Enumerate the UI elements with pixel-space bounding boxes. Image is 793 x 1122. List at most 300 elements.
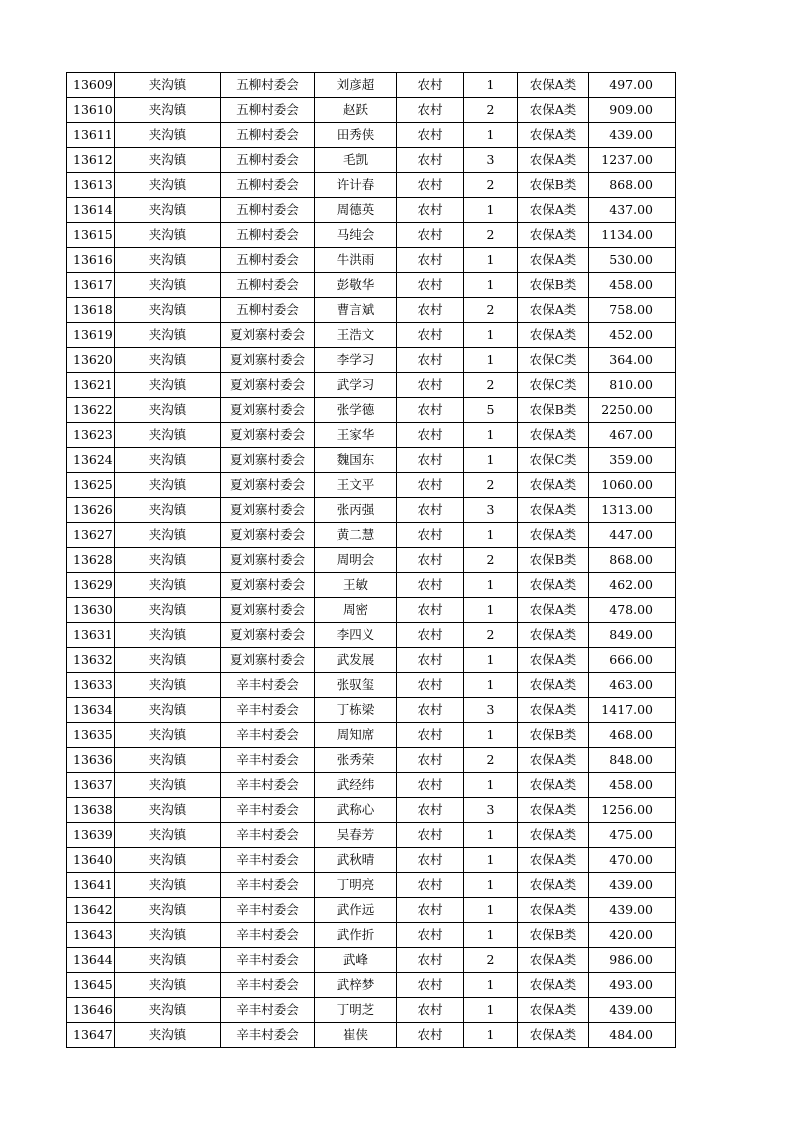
insurance-category-cell: 农保B类	[518, 173, 589, 198]
person-name-cell: 武经纬	[315, 773, 397, 798]
family-size-cell: 1	[464, 723, 518, 748]
town-cell: 夹沟镇	[115, 748, 221, 773]
village-committee-cell: 五柳村委会	[221, 98, 315, 123]
record-id-cell: 13640	[67, 848, 115, 873]
insurance-category-cell: 农保A类	[518, 123, 589, 148]
village-committee-cell: 辛丰村委会	[221, 973, 315, 998]
family-size-cell: 3	[464, 498, 518, 523]
table-row	[67, 773, 676, 798]
record-id-cell: 13642	[67, 898, 115, 923]
insurance-category-cell: 农保A类	[518, 973, 589, 998]
table-row	[67, 298, 676, 323]
household-type-cell: 农村	[397, 498, 464, 523]
table-row	[67, 73, 676, 98]
person-name-cell: 魏国东	[315, 448, 397, 473]
record-id-cell: 13612	[67, 148, 115, 173]
family-size-cell: 3	[464, 698, 518, 723]
table-row	[67, 448, 676, 473]
family-size-cell: 1	[464, 898, 518, 923]
record-id-cell: 13621	[67, 373, 115, 398]
person-name-cell: 王文平	[315, 473, 397, 498]
village-committee-cell: 夏刘寨村委会	[221, 398, 315, 423]
record-id-cell: 13622	[67, 398, 115, 423]
record-id-cell: 13630	[67, 598, 115, 623]
amount-cell: 1313.00	[589, 498, 676, 523]
amount-cell: 1256.00	[589, 798, 676, 823]
household-type-cell: 农村	[397, 898, 464, 923]
amount-cell: 458.00	[589, 773, 676, 798]
town-cell: 夹沟镇	[115, 323, 221, 348]
person-name-cell: 王敏	[315, 573, 397, 598]
person-name-cell: 张丙强	[315, 498, 397, 523]
town-cell: 夹沟镇	[115, 298, 221, 323]
amount-cell: 849.00	[589, 623, 676, 648]
table-row	[67, 398, 676, 423]
insurance-category-cell: 农保A类	[518, 848, 589, 873]
family-size-cell: 3	[464, 148, 518, 173]
insurance-category-cell: 农保A类	[518, 573, 589, 598]
village-committee-cell: 夏刘寨村委会	[221, 523, 315, 548]
household-type-cell: 农村	[397, 173, 464, 198]
person-name-cell: 丁明亮	[315, 873, 397, 898]
household-type-cell: 农村	[397, 323, 464, 348]
family-size-cell: 1	[464, 573, 518, 598]
household-type-cell: 农村	[397, 798, 464, 823]
record-id-cell: 13627	[67, 523, 115, 548]
village-committee-cell: 夏刘寨村委会	[221, 473, 315, 498]
amount-cell: 1417.00	[589, 698, 676, 723]
record-id-cell: 13641	[67, 873, 115, 898]
record-id-cell: 13633	[67, 673, 115, 698]
table-row	[67, 98, 676, 123]
amount-cell: 468.00	[589, 723, 676, 748]
household-type-cell: 农村	[397, 748, 464, 773]
insurance-category-cell: 农保A类	[518, 298, 589, 323]
village-committee-cell: 辛丰村委会	[221, 823, 315, 848]
village-committee-cell: 辛丰村委会	[221, 1023, 315, 1048]
amount-cell: 458.00	[589, 273, 676, 298]
amount-cell: 359.00	[589, 448, 676, 473]
amount-cell: 439.00	[589, 998, 676, 1023]
town-cell: 夹沟镇	[115, 998, 221, 1023]
amount-cell: 666.00	[589, 648, 676, 673]
person-name-cell: 彭敬华	[315, 273, 397, 298]
town-cell: 夹沟镇	[115, 973, 221, 998]
table-row	[67, 723, 676, 748]
village-committee-cell: 夏刘寨村委会	[221, 448, 315, 473]
amount-cell: 758.00	[589, 298, 676, 323]
insurance-category-cell: 农保B类	[518, 398, 589, 423]
household-type-cell: 农村	[397, 98, 464, 123]
amount-cell: 1134.00	[589, 223, 676, 248]
person-name-cell: 周密	[315, 598, 397, 623]
table-row	[67, 423, 676, 448]
town-cell: 夹沟镇	[115, 873, 221, 898]
family-size-cell: 2	[464, 548, 518, 573]
village-committee-cell: 夏刘寨村委会	[221, 598, 315, 623]
record-id-cell: 13635	[67, 723, 115, 748]
person-name-cell: 牛洪雨	[315, 248, 397, 273]
person-name-cell: 崔侠	[315, 1023, 397, 1048]
family-size-cell: 1	[464, 248, 518, 273]
village-committee-cell: 夏刘寨村委会	[221, 623, 315, 648]
village-committee-cell: 辛丰村委会	[221, 898, 315, 923]
amount-cell: 467.00	[589, 423, 676, 448]
record-id-cell: 13620	[67, 348, 115, 373]
insurance-category-cell: 农保B类	[518, 548, 589, 573]
record-id-cell: 13647	[67, 1023, 115, 1048]
amount-cell: 2250.00	[589, 398, 676, 423]
record-id-cell: 13613	[67, 173, 115, 198]
record-id-cell: 13632	[67, 648, 115, 673]
household-type-cell: 农村	[397, 248, 464, 273]
person-name-cell: 黄二慧	[315, 523, 397, 548]
person-name-cell: 赵跃	[315, 98, 397, 123]
household-type-cell: 农村	[397, 423, 464, 448]
household-type-cell: 农村	[397, 123, 464, 148]
table-row	[67, 898, 676, 923]
table-row	[67, 198, 676, 223]
person-name-cell: 武作远	[315, 898, 397, 923]
person-name-cell: 武峰	[315, 948, 397, 973]
person-name-cell: 王家华	[315, 423, 397, 448]
amount-cell: 868.00	[589, 548, 676, 573]
household-type-cell: 农村	[397, 648, 464, 673]
insurance-category-cell: 农保A类	[518, 1023, 589, 1048]
family-size-cell: 2	[464, 473, 518, 498]
record-id-cell: 13625	[67, 473, 115, 498]
town-cell: 夹沟镇	[115, 198, 221, 223]
table-row	[67, 173, 676, 198]
person-name-cell: 周知席	[315, 723, 397, 748]
village-committee-cell: 辛丰村委会	[221, 848, 315, 873]
table-row	[67, 348, 676, 373]
village-committee-cell: 辛丰村委会	[221, 923, 315, 948]
record-id-cell: 13624	[67, 448, 115, 473]
village-committee-cell: 辛丰村委会	[221, 698, 315, 723]
family-size-cell: 2	[464, 298, 518, 323]
village-committee-cell: 五柳村委会	[221, 248, 315, 273]
family-size-cell: 1	[464, 873, 518, 898]
person-name-cell: 武称心	[315, 798, 397, 823]
table-row	[67, 648, 676, 673]
household-type-cell: 农村	[397, 923, 464, 948]
village-committee-cell: 辛丰村委会	[221, 798, 315, 823]
table-row	[67, 973, 676, 998]
family-size-cell: 1	[464, 598, 518, 623]
roster-body	[67, 73, 676, 1048]
record-id-cell: 13629	[67, 573, 115, 598]
table-row	[67, 223, 676, 248]
family-size-cell: 5	[464, 398, 518, 423]
family-size-cell: 1	[464, 423, 518, 448]
household-type-cell: 农村	[397, 373, 464, 398]
town-cell: 夹沟镇	[115, 948, 221, 973]
family-size-cell: 1	[464, 973, 518, 998]
table-row	[67, 873, 676, 898]
person-name-cell: 张学德	[315, 398, 397, 423]
person-name-cell: 王浩文	[315, 323, 397, 348]
family-size-cell: 1	[464, 273, 518, 298]
table-row	[67, 948, 676, 973]
town-cell: 夹沟镇	[115, 1023, 221, 1048]
record-id-cell: 13645	[67, 973, 115, 998]
town-cell: 夹沟镇	[115, 148, 221, 173]
amount-cell: 439.00	[589, 898, 676, 923]
record-id-cell: 13631	[67, 623, 115, 648]
insurance-category-cell: 农保A类	[518, 323, 589, 348]
table-row	[67, 548, 676, 573]
household-type-cell: 农村	[397, 73, 464, 98]
household-type-cell: 农村	[397, 1023, 464, 1048]
household-type-cell: 农村	[397, 273, 464, 298]
record-id-cell: 13644	[67, 948, 115, 973]
insurance-category-cell: 农保A类	[518, 948, 589, 973]
table-row	[67, 148, 676, 173]
family-size-cell: 2	[464, 748, 518, 773]
household-type-cell: 农村	[397, 598, 464, 623]
village-committee-cell: 辛丰村委会	[221, 773, 315, 798]
table-row	[67, 798, 676, 823]
insurance-category-cell: 农保A类	[518, 748, 589, 773]
town-cell: 夹沟镇	[115, 123, 221, 148]
person-name-cell: 曹言斌	[315, 298, 397, 323]
amount-cell: 478.00	[589, 598, 676, 623]
family-size-cell: 2	[464, 623, 518, 648]
table-row	[67, 473, 676, 498]
person-name-cell: 丁栋梁	[315, 698, 397, 723]
amount-cell: 475.00	[589, 823, 676, 848]
town-cell: 夹沟镇	[115, 373, 221, 398]
town-cell: 夹沟镇	[115, 698, 221, 723]
record-id-cell: 13615	[67, 223, 115, 248]
insurance-category-cell: 农保A类	[518, 598, 589, 623]
town-cell: 夹沟镇	[115, 73, 221, 98]
person-name-cell: 丁明芝	[315, 998, 397, 1023]
village-committee-cell: 夏刘寨村委会	[221, 573, 315, 598]
insurance-category-cell: 农保A类	[518, 148, 589, 173]
family-size-cell: 1	[464, 348, 518, 373]
family-size-cell: 1	[464, 923, 518, 948]
insurance-category-cell: 农保A类	[518, 73, 589, 98]
household-type-cell: 农村	[397, 448, 464, 473]
household-type-cell: 农村	[397, 948, 464, 973]
record-id-cell: 13628	[67, 548, 115, 573]
amount-cell: 986.00	[589, 948, 676, 973]
village-committee-cell: 辛丰村委会	[221, 748, 315, 773]
town-cell: 夹沟镇	[115, 798, 221, 823]
insurance-category-cell: 农保A类	[518, 998, 589, 1023]
insurance-category-cell: 农保B类	[518, 273, 589, 298]
insurance-category-cell: 农保A类	[518, 823, 589, 848]
household-type-cell: 农村	[397, 998, 464, 1023]
village-committee-cell: 五柳村委会	[221, 273, 315, 298]
household-type-cell: 农村	[397, 823, 464, 848]
household-type-cell: 农村	[397, 873, 464, 898]
record-id-cell: 13637	[67, 773, 115, 798]
table-row	[67, 698, 676, 723]
amount-cell: 462.00	[589, 573, 676, 598]
person-name-cell: 李学习	[315, 348, 397, 373]
town-cell: 夹沟镇	[115, 448, 221, 473]
record-id-cell: 13609	[67, 73, 115, 98]
amount-cell: 452.00	[589, 323, 676, 348]
person-name-cell: 周明会	[315, 548, 397, 573]
insurance-category-cell: 农保C类	[518, 448, 589, 473]
insurance-category-cell: 农保A类	[518, 523, 589, 548]
household-type-cell: 农村	[397, 698, 464, 723]
town-cell: 夹沟镇	[115, 548, 221, 573]
village-committee-cell: 辛丰村委会	[221, 723, 315, 748]
family-size-cell: 3	[464, 798, 518, 823]
town-cell: 夹沟镇	[115, 273, 221, 298]
table-row	[67, 1023, 676, 1048]
family-size-cell: 2	[464, 948, 518, 973]
amount-cell: 437.00	[589, 198, 676, 223]
family-size-cell: 2	[464, 373, 518, 398]
household-type-cell: 农村	[397, 773, 464, 798]
insurance-category-cell: 农保A类	[518, 623, 589, 648]
amount-cell: 447.00	[589, 523, 676, 548]
table-row	[67, 998, 676, 1023]
household-type-cell: 农村	[397, 673, 464, 698]
family-size-cell: 1	[464, 1023, 518, 1048]
table-row	[67, 623, 676, 648]
amount-cell: 439.00	[589, 123, 676, 148]
amount-cell: 497.00	[589, 73, 676, 98]
amount-cell: 420.00	[589, 923, 676, 948]
amount-cell: 364.00	[589, 348, 676, 373]
table-row	[67, 273, 676, 298]
amount-cell: 868.00	[589, 173, 676, 198]
village-committee-cell: 夏刘寨村委会	[221, 423, 315, 448]
town-cell: 夹沟镇	[115, 848, 221, 873]
record-id-cell: 13646	[67, 998, 115, 1023]
insurance-category-cell: 农保A类	[518, 198, 589, 223]
amount-cell: 848.00	[589, 748, 676, 773]
town-cell: 夹沟镇	[115, 248, 221, 273]
town-cell: 夹沟镇	[115, 723, 221, 748]
record-id-cell: 13610	[67, 98, 115, 123]
village-committee-cell: 五柳村委会	[221, 173, 315, 198]
family-size-cell: 1	[464, 773, 518, 798]
town-cell: 夹沟镇	[115, 923, 221, 948]
town-cell: 夹沟镇	[115, 398, 221, 423]
town-cell: 夹沟镇	[115, 598, 221, 623]
town-cell: 夹沟镇	[115, 423, 221, 448]
amount-cell: 530.00	[589, 248, 676, 273]
record-id-cell: 13618	[67, 298, 115, 323]
table-row	[67, 673, 676, 698]
table-row	[67, 523, 676, 548]
family-size-cell: 1	[464, 73, 518, 98]
record-id-cell: 13619	[67, 323, 115, 348]
village-committee-cell: 夏刘寨村委会	[221, 323, 315, 348]
record-id-cell: 13623	[67, 423, 115, 448]
insurance-category-cell: 农保A类	[518, 98, 589, 123]
insurance-category-cell: 农保C类	[518, 348, 589, 373]
family-size-cell: 1	[464, 523, 518, 548]
amount-cell: 1060.00	[589, 473, 676, 498]
town-cell: 夹沟镇	[115, 898, 221, 923]
table-row	[67, 823, 676, 848]
insurance-category-cell: 农保A类	[518, 798, 589, 823]
family-size-cell: 1	[464, 823, 518, 848]
amount-cell: 493.00	[589, 973, 676, 998]
insurance-category-cell: 农保A类	[518, 648, 589, 673]
household-type-cell: 农村	[397, 298, 464, 323]
insurance-category-cell: 农保A类	[518, 498, 589, 523]
town-cell: 夹沟镇	[115, 348, 221, 373]
family-size-cell: 1	[464, 198, 518, 223]
person-name-cell: 张秀荣	[315, 748, 397, 773]
town-cell: 夹沟镇	[115, 673, 221, 698]
table-row	[67, 248, 676, 273]
town-cell: 夹沟镇	[115, 648, 221, 673]
family-size-cell: 2	[464, 223, 518, 248]
insurance-category-cell: 农保C类	[518, 373, 589, 398]
household-type-cell: 农村	[397, 348, 464, 373]
family-size-cell: 1	[464, 673, 518, 698]
roster-table	[66, 72, 676, 1048]
person-name-cell: 田秀侠	[315, 123, 397, 148]
record-id-cell: 13614	[67, 198, 115, 223]
household-type-cell: 农村	[397, 548, 464, 573]
family-size-cell: 1	[464, 123, 518, 148]
town-cell: 夹沟镇	[115, 98, 221, 123]
person-name-cell: 吴春芳	[315, 823, 397, 848]
record-id-cell: 13643	[67, 923, 115, 948]
village-committee-cell: 五柳村委会	[221, 298, 315, 323]
village-committee-cell: 辛丰村委会	[221, 998, 315, 1023]
amount-cell: 439.00	[589, 873, 676, 898]
town-cell: 夹沟镇	[115, 773, 221, 798]
amount-cell: 1237.00	[589, 148, 676, 173]
table-row	[67, 498, 676, 523]
village-committee-cell: 夏刘寨村委会	[221, 548, 315, 573]
insurance-category-cell: 农保A类	[518, 898, 589, 923]
insurance-category-cell: 农保A类	[518, 773, 589, 798]
town-cell: 夹沟镇	[115, 523, 221, 548]
household-type-cell: 农村	[397, 198, 464, 223]
household-type-cell: 农村	[397, 148, 464, 173]
table-row	[67, 598, 676, 623]
record-id-cell: 13636	[67, 748, 115, 773]
amount-cell: 463.00	[589, 673, 676, 698]
village-committee-cell: 辛丰村委会	[221, 873, 315, 898]
person-name-cell: 武发展	[315, 648, 397, 673]
person-name-cell: 毛凯	[315, 148, 397, 173]
village-committee-cell: 五柳村委会	[221, 198, 315, 223]
town-cell: 夹沟镇	[115, 498, 221, 523]
table-row	[67, 748, 676, 773]
insurance-category-cell: 农保B类	[518, 923, 589, 948]
village-committee-cell: 五柳村委会	[221, 123, 315, 148]
village-committee-cell: 辛丰村委会	[221, 673, 315, 698]
household-type-cell: 农村	[397, 523, 464, 548]
insurance-category-cell: 农保B类	[518, 723, 589, 748]
record-id-cell: 13638	[67, 798, 115, 823]
record-id-cell: 13626	[67, 498, 115, 523]
village-committee-cell: 五柳村委会	[221, 73, 315, 98]
amount-cell: 909.00	[589, 98, 676, 123]
record-id-cell: 13617	[67, 273, 115, 298]
household-type-cell: 农村	[397, 573, 464, 598]
town-cell: 夹沟镇	[115, 173, 221, 198]
household-type-cell: 农村	[397, 473, 464, 498]
insurance-category-cell: 农保A类	[518, 248, 589, 273]
insurance-category-cell: 农保A类	[518, 223, 589, 248]
